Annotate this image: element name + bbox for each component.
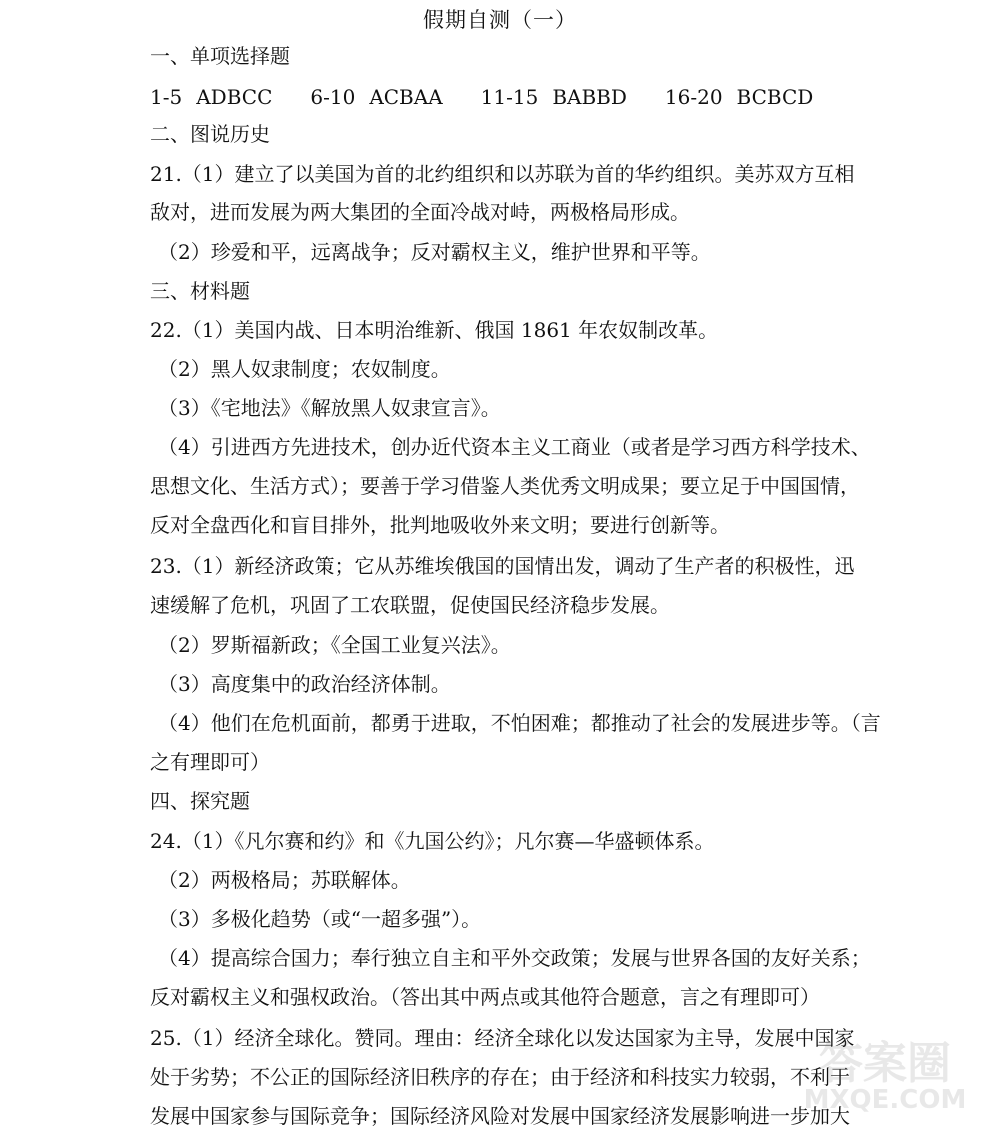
answer-line: 发展中国家参与国际竞争；国际经济风险对发展中国家经济发展影响进一步加大 <box>150 1104 850 1128</box>
answer-line: 思想文化、生活方式）；要善于学习借鉴人类优秀文明成果；要立足于中国国情， <box>150 474 860 498</box>
mcq-answers: BCBCD <box>736 85 814 109</box>
answer-line: （3）《宅地法》《解放黑人奴隶宣言》。 <box>158 396 501 420</box>
answer-line: 反对霸权主义和强权政治。（答出其中两点或其他符合题意，言之有理即可） <box>150 985 820 1009</box>
watermark-logo <box>790 1027 980 1127</box>
answer-line: （2）黑人奴隶制度；农奴制度。 <box>158 357 451 381</box>
mcq-answer-row <box>150 84 990 110</box>
section-heading-1: 一、单项选择题 <box>150 44 290 68</box>
answer-line: 之有理即可） <box>150 750 270 774</box>
answer-line: （4）提高综合国力；奉行独立自主和平外交政策；发展与世界各国的友好关系； <box>158 946 871 970</box>
mcq-range: 16-20 <box>664 85 723 109</box>
answer-line: （2）两极格局；苏联解体。 <box>158 868 411 892</box>
answer-line: 敌对，进而发展为两大集团的全面冷战对峙，两极格局形成。 <box>150 200 690 224</box>
answer-line: （4）他们在危机面前，都勇于进取，不怕困难；都推动了社会的发展进步等。（言 <box>158 711 881 735</box>
section-heading-3: 三、材料题 <box>150 279 250 303</box>
mcq-range: 11-15 <box>480 85 539 109</box>
mcq-range: 6-10 <box>310 85 356 109</box>
answer-line: 反对全盘西化和盲目排外，批判地吸收外来文明；要进行创新等。 <box>150 513 730 537</box>
answer-line: （2）珍爱和平，远离战争；反对霸权主义，维护世界和平等。 <box>158 240 711 264</box>
section-heading-4: 四、探究题 <box>150 789 250 813</box>
answer-line: （2）罗斯福新政；《全国工业复兴法》。 <box>158 633 511 657</box>
answer-line: （3）多极化趋势（或“一超多强”）。 <box>158 907 482 931</box>
section-heading-2: 二、图说历史 <box>150 122 270 146</box>
watermark-url: MXQE.COM <box>803 1085 967 1115</box>
answer-line: 处于劣势；不公正的国际经济旧秩序的存在；由于经济和科技实力较弱，不利于 <box>150 1065 850 1089</box>
answer-line: （3）高度集中的政治经济体制。 <box>158 672 451 696</box>
answer-line: 21.（1）建立了以美国为首的北约组织和以苏联为首的华约组织。美苏双方互相 <box>150 162 855 186</box>
mcq-answers: ADBCC <box>196 85 273 109</box>
mcq-answers: ACBAA <box>369 85 443 109</box>
answer-line: 24.（1）《凡尔赛和约》和《九国公约》；凡尔赛—华盛顿体系。 <box>150 829 715 853</box>
answer-line: 22.（1）美国内战、日本明治维新、俄国 1861 年农奴制改革。 <box>150 318 719 342</box>
watermark-text: 答案圈 <box>819 1038 951 1089</box>
answer-line: 速缓解了危机，巩固了工农联盟，促使国民经济稳步发展。 <box>150 593 670 617</box>
answer-line: （4）引进西方先进技术，创办近代资本主义工商业（或者是学习西方科学技术、 <box>158 435 871 459</box>
mcq-answers: BABBD <box>552 85 627 109</box>
mcq-range: 1-5 <box>150 85 183 109</box>
page-title: 假期自测（一） <box>423 8 577 32</box>
answer-line: 23.（1）新经济政策；它从苏维埃俄国的国情出发，调动了生产者的积极性，迅 <box>150 554 855 578</box>
answer-line: 25.（1）经济全球化。赞同。理由：经济全球化以发达国家为主导，发展中国家 <box>150 1026 855 1050</box>
